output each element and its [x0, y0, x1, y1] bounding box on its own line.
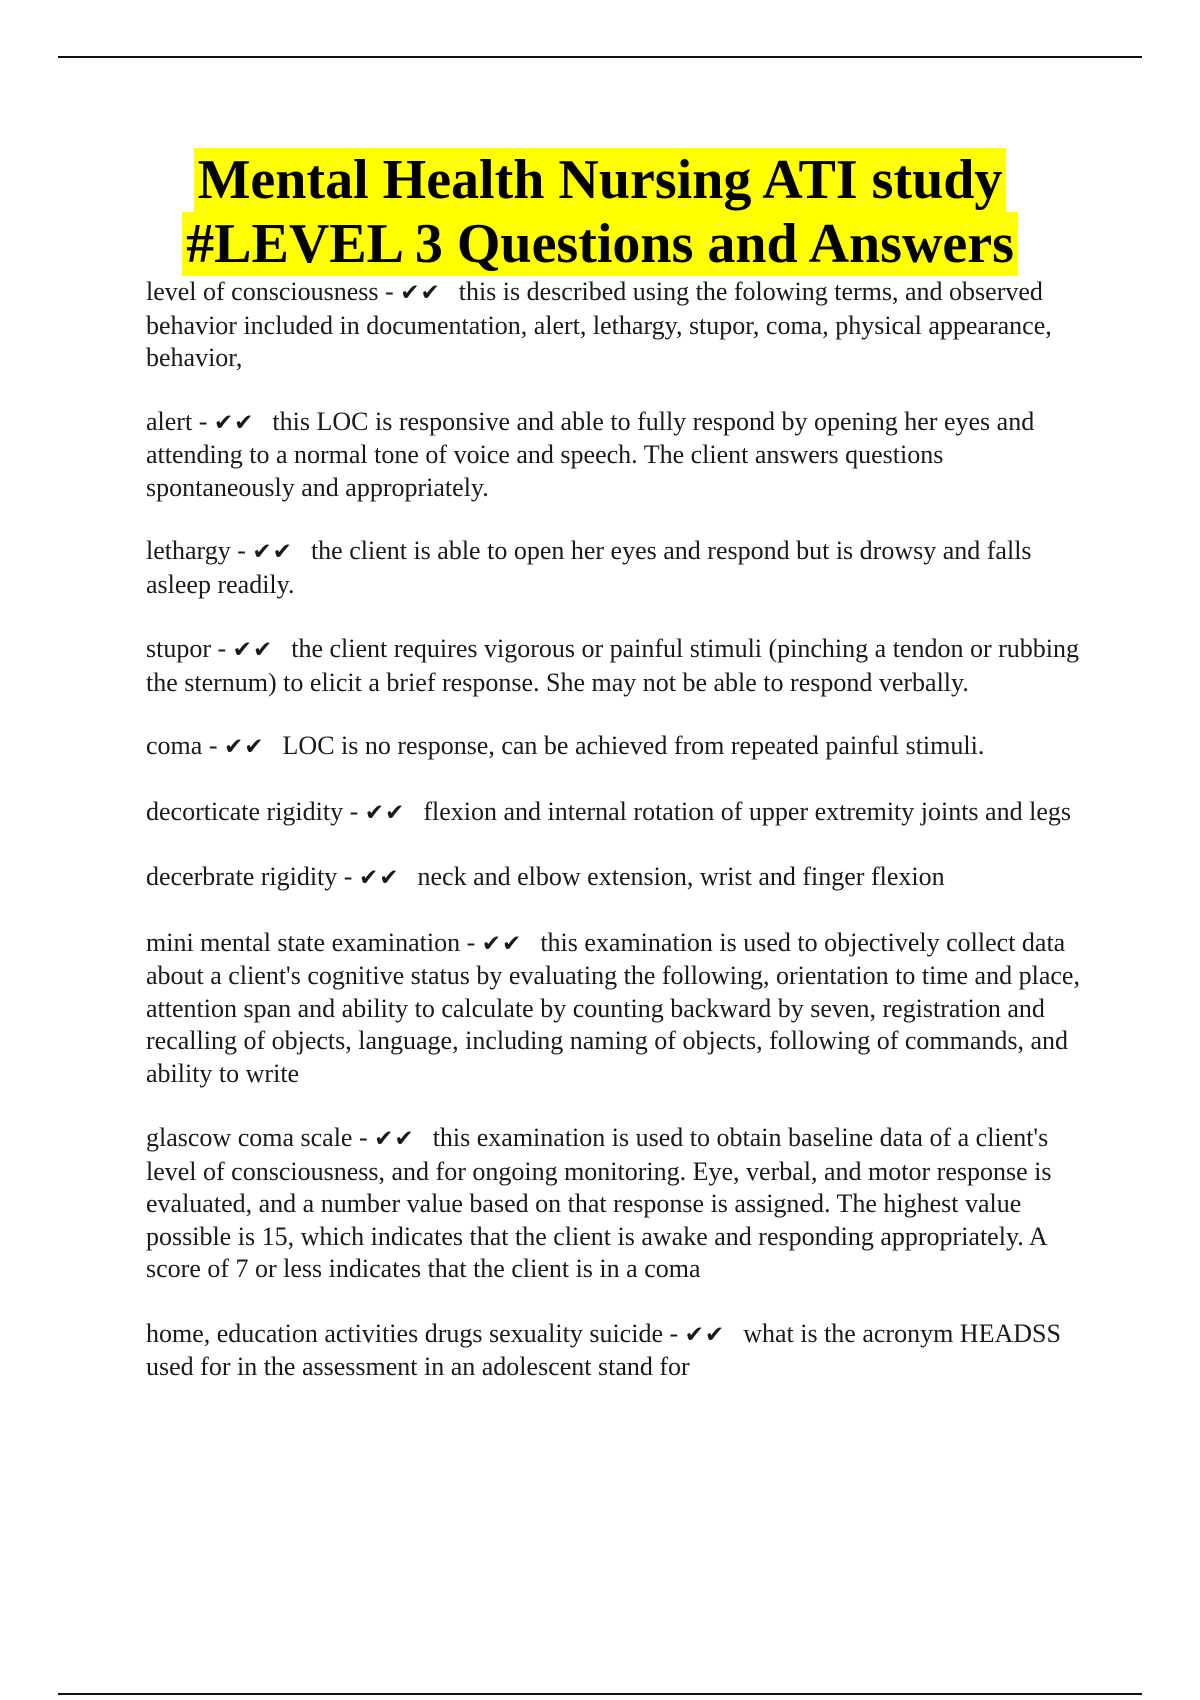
check-mark-icon: ✔✔: [232, 637, 274, 663]
check-mark-icon: ✔✔: [252, 539, 293, 565]
entry-separator: -: [192, 406, 214, 436]
entry-term: mini mental state examination: [146, 927, 461, 957]
entry-definition: what is the acronym HEADSS used for in the assessment in an adolescent stand for: [146, 1318, 1061, 1381]
check-mark-icon: ✔✔: [400, 280, 441, 306]
entry-term: coma: [146, 731, 203, 760]
qa-entry-mini-mental-state-examination: [146, 927, 1096, 1091]
entry-definition: LOC is no response, can be achieved from repeated painful stimuli.: [282, 731, 985, 760]
qa-entry-stupor: [146, 633, 1096, 699]
entry-definition: the client requires vigorous or painful stimuli (pinching a tendon or rubbing the sternum) to elicit a brief response. She may not be able to respond verbally.: [146, 634, 1080, 697]
qa-entry-alert: [146, 406, 1096, 505]
check-mark-icon: ✔✔: [374, 1126, 415, 1152]
entry-term: stupor: [146, 634, 211, 663]
title-line-2: #LEVEL 3 Questions and Answers: [182, 212, 1018, 276]
qa-entry-headss: [146, 1318, 1096, 1384]
check-mark-icon: ✔✔: [684, 1321, 726, 1348]
footer-rule: [58, 1693, 1142, 1695]
document-title: [0, 148, 1200, 276]
entry-term: level of consciousness: [146, 277, 379, 306]
entry-definition: this examination is used to objectively collect data about a client's cognitive status by evaluating the following, orientation to time and place, attention span and ability to calculate by counting backward by seven, registration and recalling of objects, language, including naming of objects, following of commands, and ability to write: [146, 927, 1080, 1088]
qa-entry-lethargy: [146, 535, 1096, 601]
entry-separator: -: [211, 634, 233, 663]
entry-term: home, education activities drugs sexuality suicide: [146, 1318, 663, 1348]
check-mark-icon: ✔✔: [213, 409, 255, 436]
entry-separator: -: [230, 536, 253, 565]
entry-definition: neck and elbow extension, wrist and finger flexion: [417, 862, 945, 891]
entry-separator: -: [343, 796, 365, 826]
entry-term: alert: [146, 406, 193, 436]
entry-definition: the client is able to open her eyes and respond but is drowsy and falls asleep readily.: [146, 536, 1032, 599]
qa-entry-decerbrate-rigidity: [146, 861, 1096, 895]
entry-term: lethargy: [146, 536, 231, 565]
entry-definition: this examination is used to obtain baseline data of a client's level of consciousness, and for ongoing monitoring. Eye, verbal, and motor response is evaluated, and a number value based on that response is assigned. The highest value possible is 15, which indicates that the client is awake and responding appropriately. A score of 7 or less indicates that the client is in a coma: [146, 1123, 1052, 1283]
entry-separator: -: [202, 731, 224, 760]
entry-term: decerbrate rigidity: [146, 862, 338, 891]
entry-term: decorticate rigidity: [146, 796, 344, 826]
check-mark-icon: ✔✔: [223, 734, 265, 760]
entry-separator: -: [352, 1123, 375, 1152]
entry-definition: flexion and internal rotation of upper extremity joints and legs: [423, 796, 1071, 826]
entry-definition: this is described using the folowing terms, and observed behavior included in documentation, alert, lethargy, stupor, coma, physical appearance, behavior,: [146, 277, 1052, 372]
qa-list: [146, 276, 1096, 1416]
qa-entry-coma: [146, 730, 1096, 764]
check-mark-icon: ✔✔: [358, 865, 400, 891]
entry-separator: -: [337, 862, 359, 891]
qa-entry-decorticate-rigidity: [146, 796, 1096, 830]
check-mark-icon: ✔✔: [364, 799, 406, 826]
check-mark-icon: ✔✔: [481, 930, 523, 957]
qa-entry-glascow-coma-scale: [146, 1122, 1096, 1286]
qa-entry-level-of-consciousness: [146, 276, 1096, 375]
entry-separator: -: [378, 277, 401, 306]
entry-term: glascow coma scale: [146, 1123, 353, 1152]
entry-separator: -: [662, 1318, 685, 1348]
title-line-1: Mental Health Nursing ATI study: [194, 148, 1007, 212]
entry-separator: -: [460, 927, 482, 957]
header-rule: [58, 56, 1142, 58]
entry-definition: this LOC is responsive and able to fully respond by opening her eyes and attending to a normal tone of voice and speech. The client answers questions spontaneously and appropriately.: [146, 406, 1035, 502]
